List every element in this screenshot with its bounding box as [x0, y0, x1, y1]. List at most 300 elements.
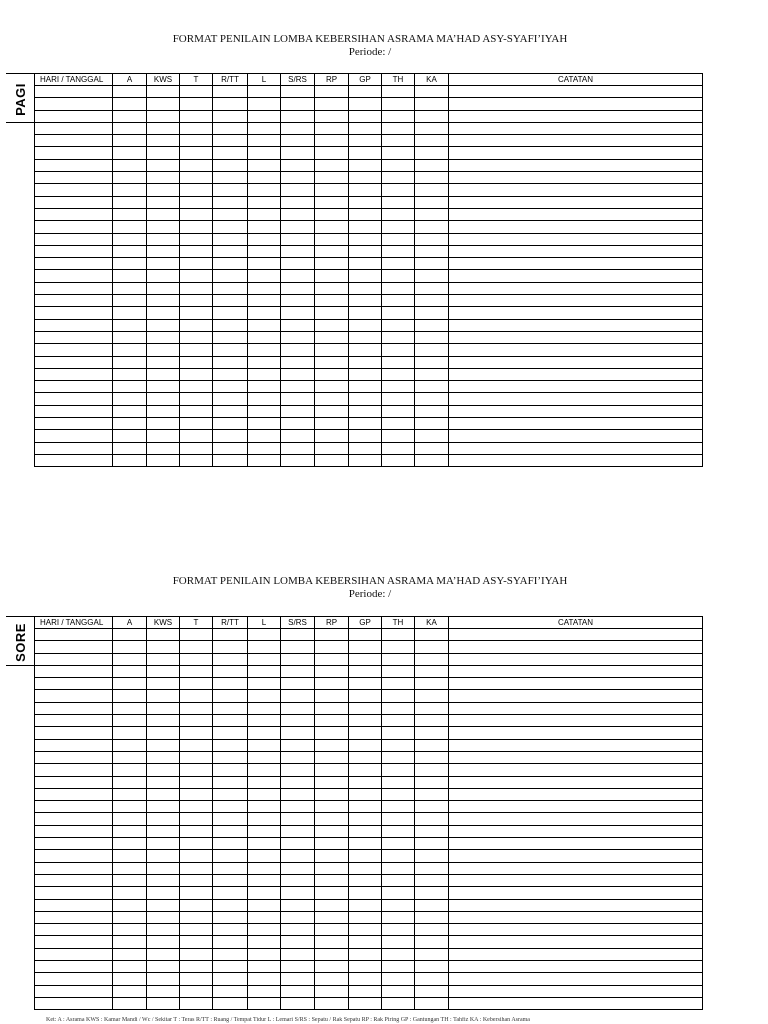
cell-rp[interactable] [315, 331, 349, 343]
cell-th[interactable] [382, 641, 415, 653]
cell-a[interactable] [113, 344, 147, 356]
cell-catatan[interactable] [449, 270, 703, 282]
cell-l[interactable] [248, 258, 281, 270]
cell-a[interactable] [113, 233, 147, 245]
cell-kws[interactable] [147, 838, 180, 850]
cell-kws[interactable] [147, 344, 180, 356]
cell-gp[interactable] [349, 948, 382, 960]
cell-t[interactable] [180, 356, 213, 368]
cell-hari-tanggal[interactable] [35, 159, 113, 171]
cell-r-tt[interactable] [213, 331, 248, 343]
cell-hari-tanggal[interactable] [35, 307, 113, 319]
cell-th[interactable] [382, 838, 415, 850]
cell-s-rs[interactable] [281, 135, 315, 147]
cell-gp[interactable] [349, 764, 382, 776]
cell-a[interactable] [113, 690, 147, 702]
cell-hari-tanggal[interactable] [35, 184, 113, 196]
cell-t[interactable] [180, 850, 213, 862]
cell-th[interactable] [382, 147, 415, 159]
cell-kws[interactable] [147, 739, 180, 751]
cell-gp[interactable] [349, 208, 382, 220]
cell-t[interactable] [180, 233, 213, 245]
cell-gp[interactable] [349, 776, 382, 788]
cell-rp[interactable] [315, 973, 349, 985]
cell-r-tt[interactable] [213, 282, 248, 294]
cell-rp[interactable] [315, 184, 349, 196]
cell-rp[interactable] [315, 307, 349, 319]
cell-kws[interactable] [147, 911, 180, 923]
cell-ka[interactable] [415, 911, 449, 923]
cell-ka[interactable] [415, 813, 449, 825]
cell-a[interactable] [113, 899, 147, 911]
cell-a[interactable] [113, 196, 147, 208]
cell-r-tt[interactable] [213, 641, 248, 653]
cell-gp[interactable] [349, 184, 382, 196]
cell-hari-tanggal[interactable] [35, 715, 113, 727]
cell-hari-tanggal[interactable] [35, 196, 113, 208]
cell-hari-tanggal[interactable] [35, 356, 113, 368]
cell-l[interactable] [248, 936, 281, 948]
cell-r-tt[interactable] [213, 405, 248, 417]
cell-catatan[interactable] [449, 973, 703, 985]
cell-s-rs[interactable] [281, 653, 315, 665]
cell-a[interactable] [113, 221, 147, 233]
cell-t[interactable] [180, 702, 213, 714]
cell-catatan[interactable] [449, 825, 703, 837]
cell-ka[interactable] [415, 319, 449, 331]
cell-l[interactable] [248, 825, 281, 837]
cell-th[interactable] [382, 159, 415, 171]
cell-th[interactable] [382, 344, 415, 356]
cell-s-rs[interactable] [281, 282, 315, 294]
cell-hari-tanggal[interactable] [35, 801, 113, 813]
cell-gp[interactable] [349, 110, 382, 122]
cell-l[interactable] [248, 850, 281, 862]
cell-ka[interactable] [415, 184, 449, 196]
cell-l[interactable] [248, 973, 281, 985]
cell-r-tt[interactable] [213, 454, 248, 466]
cell-a[interactable] [113, 678, 147, 690]
cell-th[interactable] [382, 973, 415, 985]
cell-r-tt[interactable] [213, 825, 248, 837]
cell-r-tt[interactable] [213, 86, 248, 98]
cell-catatan[interactable] [449, 405, 703, 417]
cell-l[interactable] [248, 405, 281, 417]
cell-gp[interactable] [349, 985, 382, 997]
cell-a[interactable] [113, 961, 147, 973]
cell-r-tt[interactable] [213, 702, 248, 714]
cell-t[interactable] [180, 319, 213, 331]
cell-th[interactable] [382, 135, 415, 147]
cell-t[interactable] [180, 196, 213, 208]
cell-t[interactable] [180, 295, 213, 307]
cell-r-tt[interactable] [213, 961, 248, 973]
cell-gp[interactable] [349, 307, 382, 319]
cell-rp[interactable] [315, 356, 349, 368]
cell-l[interactable] [248, 801, 281, 813]
cell-a[interactable] [113, 702, 147, 714]
cell-a[interactable] [113, 135, 147, 147]
cell-s-rs[interactable] [281, 887, 315, 899]
cell-s-rs[interactable] [281, 825, 315, 837]
cell-l[interactable] [248, 788, 281, 800]
cell-gp[interactable] [349, 838, 382, 850]
cell-kws[interactable] [147, 813, 180, 825]
cell-th[interactable] [382, 208, 415, 220]
cell-th[interactable] [382, 98, 415, 110]
cell-hari-tanggal[interactable] [35, 973, 113, 985]
cell-rp[interactable] [315, 368, 349, 380]
cell-gp[interactable] [349, 172, 382, 184]
cell-a[interactable] [113, 208, 147, 220]
cell-t[interactable] [180, 862, 213, 874]
cell-l[interactable] [248, 159, 281, 171]
cell-kws[interactable] [147, 184, 180, 196]
cell-t[interactable] [180, 911, 213, 923]
cell-l[interactable] [248, 985, 281, 997]
cell-a[interactable] [113, 985, 147, 997]
cell-a[interactable] [113, 739, 147, 751]
cell-gp[interactable] [349, 690, 382, 702]
cell-gp[interactable] [349, 653, 382, 665]
cell-hari-tanggal[interactable] [35, 245, 113, 257]
cell-kws[interactable] [147, 356, 180, 368]
cell-t[interactable] [180, 184, 213, 196]
cell-r-tt[interactable] [213, 319, 248, 331]
cell-hari-tanggal[interactable] [35, 147, 113, 159]
cell-t[interactable] [180, 801, 213, 813]
cell-r-tt[interactable] [213, 653, 248, 665]
cell-gp[interactable] [349, 381, 382, 393]
cell-r-tt[interactable] [213, 147, 248, 159]
cell-hari-tanggal[interactable] [35, 98, 113, 110]
cell-gp[interactable] [349, 135, 382, 147]
cell-ka[interactable] [415, 307, 449, 319]
cell-gp[interactable] [349, 629, 382, 641]
cell-kws[interactable] [147, 690, 180, 702]
cell-catatan[interactable] [449, 862, 703, 874]
cell-s-rs[interactable] [281, 172, 315, 184]
cell-ka[interactable] [415, 776, 449, 788]
cell-s-rs[interactable] [281, 838, 315, 850]
cell-ka[interactable] [415, 961, 449, 973]
cell-rp[interactable] [315, 196, 349, 208]
cell-catatan[interactable] [449, 678, 703, 690]
cell-l[interactable] [248, 751, 281, 763]
cell-th[interactable] [382, 110, 415, 122]
cell-hari-tanggal[interactable] [35, 629, 113, 641]
cell-hari-tanggal[interactable] [35, 997, 113, 1009]
cell-th[interactable] [382, 911, 415, 923]
cell-gp[interactable] [349, 678, 382, 690]
cell-a[interactable] [113, 270, 147, 282]
cell-t[interactable] [180, 86, 213, 98]
cell-catatan[interactable] [449, 838, 703, 850]
cell-r-tt[interactable] [213, 936, 248, 948]
cell-catatan[interactable] [449, 356, 703, 368]
cell-gp[interactable] [349, 319, 382, 331]
cell-rp[interactable] [315, 172, 349, 184]
cell-l[interactable] [248, 368, 281, 380]
cell-ka[interactable] [415, 233, 449, 245]
cell-catatan[interactable] [449, 776, 703, 788]
cell-ka[interactable] [415, 924, 449, 936]
cell-l[interactable] [248, 172, 281, 184]
cell-th[interactable] [382, 739, 415, 751]
cell-s-rs[interactable] [281, 295, 315, 307]
cell-rp[interactable] [315, 393, 349, 405]
cell-r-tt[interactable] [213, 997, 248, 1009]
cell-kws[interactable] [147, 86, 180, 98]
cell-r-tt[interactable] [213, 393, 248, 405]
cell-kws[interactable] [147, 196, 180, 208]
cell-s-rs[interactable] [281, 702, 315, 714]
cell-th[interactable] [382, 319, 415, 331]
cell-kws[interactable] [147, 258, 180, 270]
cell-a[interactable] [113, 838, 147, 850]
cell-th[interactable] [382, 715, 415, 727]
cell-hari-tanggal[interactable] [35, 739, 113, 751]
cell-r-tt[interactable] [213, 122, 248, 134]
cell-rp[interactable] [315, 887, 349, 899]
cell-s-rs[interactable] [281, 356, 315, 368]
cell-ka[interactable] [415, 985, 449, 997]
cell-r-tt[interactable] [213, 862, 248, 874]
cell-a[interactable] [113, 147, 147, 159]
cell-s-rs[interactable] [281, 393, 315, 405]
cell-l[interactable] [248, 911, 281, 923]
cell-l[interactable] [248, 690, 281, 702]
cell-kws[interactable] [147, 653, 180, 665]
cell-rp[interactable] [315, 653, 349, 665]
cell-a[interactable] [113, 405, 147, 417]
cell-hari-tanggal[interactable] [35, 813, 113, 825]
cell-s-rs[interactable] [281, 874, 315, 886]
cell-t[interactable] [180, 924, 213, 936]
cell-kws[interactable] [147, 98, 180, 110]
cell-r-tt[interactable] [213, 629, 248, 641]
cell-l[interactable] [248, 961, 281, 973]
cell-l[interactable] [248, 739, 281, 751]
cell-gp[interactable] [349, 739, 382, 751]
cell-kws[interactable] [147, 135, 180, 147]
cell-gp[interactable] [349, 715, 382, 727]
cell-rp[interactable] [315, 751, 349, 763]
cell-t[interactable] [180, 973, 213, 985]
cell-rp[interactable] [315, 788, 349, 800]
cell-s-rs[interactable] [281, 739, 315, 751]
cell-kws[interactable] [147, 454, 180, 466]
cell-l[interactable] [248, 862, 281, 874]
cell-r-tt[interactable] [213, 715, 248, 727]
cell-gp[interactable] [349, 98, 382, 110]
cell-s-rs[interactable] [281, 641, 315, 653]
cell-catatan[interactable] [449, 454, 703, 466]
cell-catatan[interactable] [449, 307, 703, 319]
cell-hari-tanggal[interactable] [35, 850, 113, 862]
cell-ka[interactable] [415, 430, 449, 442]
cell-t[interactable] [180, 135, 213, 147]
cell-a[interactable] [113, 172, 147, 184]
cell-a[interactable] [113, 862, 147, 874]
cell-l[interactable] [248, 270, 281, 282]
cell-ka[interactable] [415, 838, 449, 850]
cell-th[interactable] [382, 418, 415, 430]
cell-a[interactable] [113, 715, 147, 727]
cell-catatan[interactable] [449, 788, 703, 800]
cell-a[interactable] [113, 331, 147, 343]
cell-kws[interactable] [147, 245, 180, 257]
cell-catatan[interactable] [449, 764, 703, 776]
cell-gp[interactable] [349, 973, 382, 985]
cell-ka[interactable] [415, 887, 449, 899]
cell-gp[interactable] [349, 147, 382, 159]
cell-gp[interactable] [349, 86, 382, 98]
cell-a[interactable] [113, 936, 147, 948]
cell-l[interactable] [248, 295, 281, 307]
cell-catatan[interactable] [449, 739, 703, 751]
cell-s-rs[interactable] [281, 961, 315, 973]
cell-ka[interactable] [415, 454, 449, 466]
cell-t[interactable] [180, 813, 213, 825]
cell-kws[interactable] [147, 172, 180, 184]
cell-th[interactable] [382, 776, 415, 788]
cell-th[interactable] [382, 813, 415, 825]
cell-kws[interactable] [147, 936, 180, 948]
cell-hari-tanggal[interactable] [35, 862, 113, 874]
cell-r-tt[interactable] [213, 233, 248, 245]
cell-s-rs[interactable] [281, 985, 315, 997]
cell-rp[interactable] [315, 899, 349, 911]
cell-t[interactable] [180, 629, 213, 641]
cell-s-rs[interactable] [281, 665, 315, 677]
cell-ka[interactable] [415, 973, 449, 985]
cell-kws[interactable] [147, 825, 180, 837]
cell-kws[interactable] [147, 850, 180, 862]
cell-s-rs[interactable] [281, 715, 315, 727]
cell-r-tt[interactable] [213, 813, 248, 825]
cell-a[interactable] [113, 788, 147, 800]
cell-th[interactable] [382, 282, 415, 294]
cell-l[interactable] [248, 233, 281, 245]
cell-gp[interactable] [349, 282, 382, 294]
cell-s-rs[interactable] [281, 196, 315, 208]
cell-s-rs[interactable] [281, 110, 315, 122]
cell-r-tt[interactable] [213, 911, 248, 923]
cell-catatan[interactable] [449, 702, 703, 714]
cell-kws[interactable] [147, 665, 180, 677]
cell-ka[interactable] [415, 678, 449, 690]
cell-r-tt[interactable] [213, 776, 248, 788]
cell-ka[interactable] [415, 936, 449, 948]
cell-ka[interactable] [415, 172, 449, 184]
cell-catatan[interactable] [449, 801, 703, 813]
cell-r-tt[interactable] [213, 973, 248, 985]
cell-s-rs[interactable] [281, 678, 315, 690]
cell-r-tt[interactable] [213, 135, 248, 147]
cell-r-tt[interactable] [213, 258, 248, 270]
cell-a[interactable] [113, 282, 147, 294]
cell-hari-tanggal[interactable] [35, 924, 113, 936]
cell-kws[interactable] [147, 629, 180, 641]
cell-gp[interactable] [349, 801, 382, 813]
cell-s-rs[interactable] [281, 270, 315, 282]
cell-r-tt[interactable] [213, 270, 248, 282]
cell-gp[interactable] [349, 233, 382, 245]
cell-rp[interactable] [315, 702, 349, 714]
cell-gp[interactable] [349, 368, 382, 380]
cell-l[interactable] [248, 454, 281, 466]
cell-r-tt[interactable] [213, 356, 248, 368]
cell-s-rs[interactable] [281, 159, 315, 171]
cell-rp[interactable] [315, 135, 349, 147]
cell-t[interactable] [180, 678, 213, 690]
cell-ka[interactable] [415, 221, 449, 233]
cell-t[interactable] [180, 172, 213, 184]
cell-gp[interactable] [349, 813, 382, 825]
cell-ka[interactable] [415, 159, 449, 171]
cell-th[interactable] [382, 702, 415, 714]
cell-th[interactable] [382, 665, 415, 677]
cell-th[interactable] [382, 172, 415, 184]
cell-gp[interactable] [349, 641, 382, 653]
cell-r-tt[interactable] [213, 751, 248, 763]
cell-catatan[interactable] [449, 159, 703, 171]
cell-s-rs[interactable] [281, 764, 315, 776]
cell-hari-tanggal[interactable] [35, 282, 113, 294]
cell-t[interactable] [180, 147, 213, 159]
cell-hari-tanggal[interactable] [35, 418, 113, 430]
cell-hari-tanggal[interactable] [35, 788, 113, 800]
cell-rp[interactable] [315, 208, 349, 220]
cell-gp[interactable] [349, 850, 382, 862]
cell-t[interactable] [180, 393, 213, 405]
cell-ka[interactable] [415, 739, 449, 751]
cell-th[interactable] [382, 442, 415, 454]
cell-r-tt[interactable] [213, 985, 248, 997]
cell-catatan[interactable] [449, 715, 703, 727]
cell-t[interactable] [180, 221, 213, 233]
cell-th[interactable] [382, 184, 415, 196]
cell-th[interactable] [382, 850, 415, 862]
cell-hari-tanggal[interactable] [35, 764, 113, 776]
cell-l[interactable] [248, 653, 281, 665]
cell-t[interactable] [180, 122, 213, 134]
cell-s-rs[interactable] [281, 850, 315, 862]
cell-th[interactable] [382, 690, 415, 702]
cell-hari-tanggal[interactable] [35, 368, 113, 380]
cell-s-rs[interactable] [281, 418, 315, 430]
cell-kws[interactable] [147, 997, 180, 1009]
cell-rp[interactable] [315, 86, 349, 98]
cell-kws[interactable] [147, 776, 180, 788]
cell-th[interactable] [382, 961, 415, 973]
cell-rp[interactable] [315, 727, 349, 739]
cell-rp[interactable] [315, 98, 349, 110]
cell-rp[interactable] [315, 381, 349, 393]
cell-ka[interactable] [415, 418, 449, 430]
cell-r-tt[interactable] [213, 838, 248, 850]
cell-r-tt[interactable] [213, 924, 248, 936]
cell-l[interactable] [248, 665, 281, 677]
cell-gp[interactable] [349, 454, 382, 466]
cell-a[interactable] [113, 813, 147, 825]
cell-rp[interactable] [315, 985, 349, 997]
cell-catatan[interactable] [449, 961, 703, 973]
cell-t[interactable] [180, 997, 213, 1009]
cell-t[interactable] [180, 727, 213, 739]
cell-kws[interactable] [147, 702, 180, 714]
